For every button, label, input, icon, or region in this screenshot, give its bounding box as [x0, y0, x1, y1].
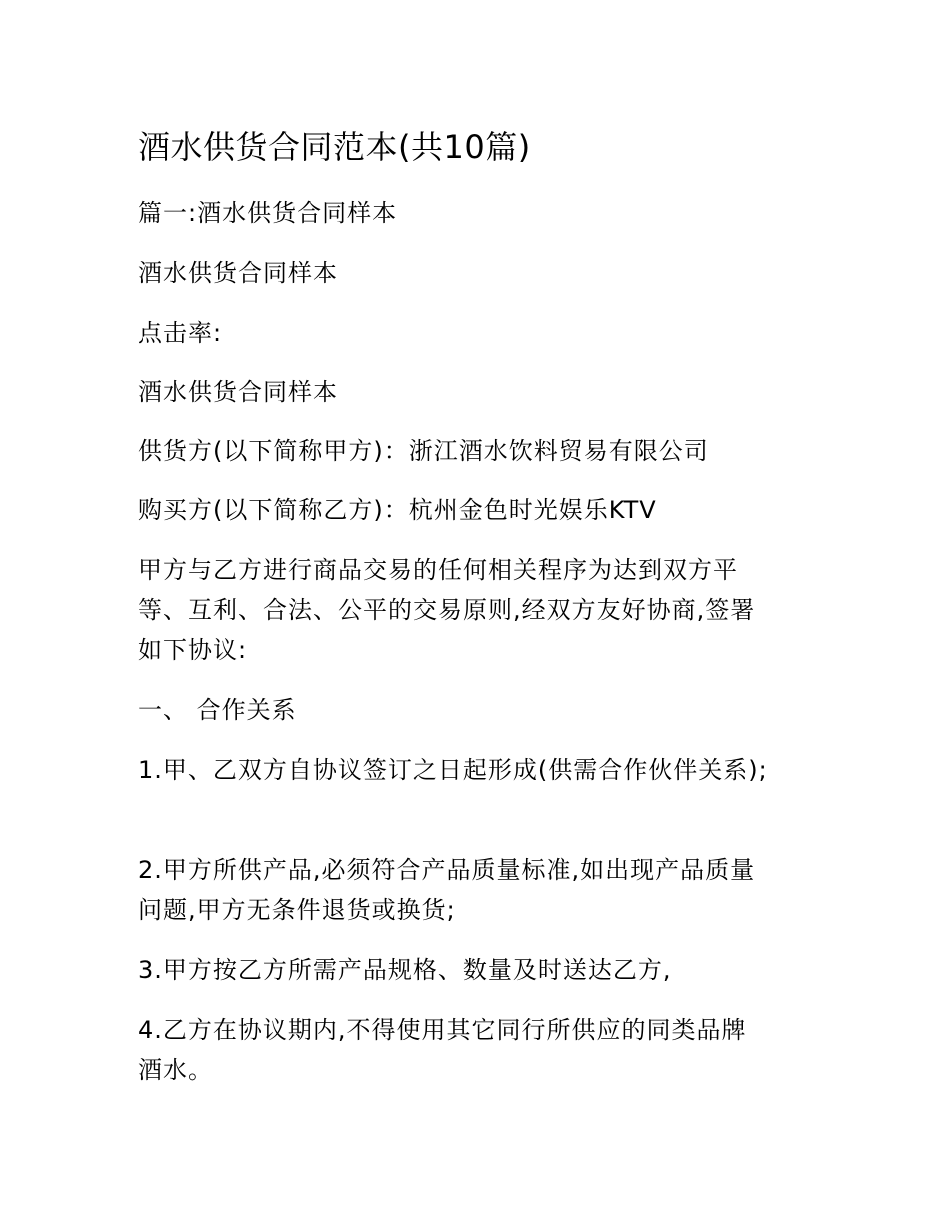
buyer-line: 购买方(以下简称乙方)：杭州金色时光娱乐KTV: [138, 496, 657, 524]
contract-name: 酒水供货合同样本: [138, 259, 338, 287]
section-heading: 一、 合作关系: [138, 696, 297, 724]
item-1: 1.甲、乙双方自协议签订之日起形成(供需合作伙伴关系);: [138, 756, 768, 784]
chapter-heading: 篇一:酒水供货合同样本: [138, 199, 398, 227]
intro-line-1: 甲方与乙方进行商品交易的任何相关程序为达到双方平: [138, 556, 738, 584]
item-4-line-2: 酒水。: [138, 1056, 213, 1084]
intro-line-3: 如下协议:: [138, 636, 248, 664]
document-title: 酒水供货合同范本(共10篇): [138, 128, 531, 166]
item-3: 3.甲方按乙方所需产品规格、数量及时送达乙方,: [138, 956, 672, 984]
intro-line-2: 等、互利、合法、公平的交易原则,经双方友好协商,签署: [138, 596, 756, 624]
supplier-line: 供货方(以下简称甲方)：浙江酒水饮料贸易有限公司: [138, 437, 709, 465]
contract-name-repeat: 酒水供货合同样本: [138, 378, 338, 406]
item-2-line-1: 2.甲方所供产品,必须符合产品质量标准,如出现产品质量: [138, 856, 756, 884]
item-4-line-1: 4.乙方在协议期内,不得使用其它同行所供应的同类品牌: [138, 1016, 747, 1044]
item-2-line-2: 问题,甲方无条件退货或换货;: [138, 896, 456, 924]
click-rate-label: 点击率:: [138, 319, 223, 347]
